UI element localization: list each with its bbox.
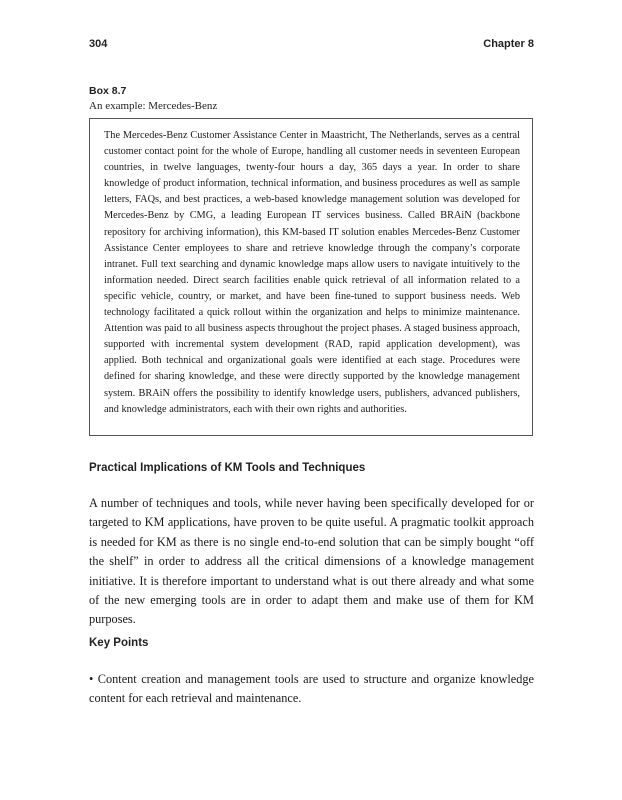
running-header — [89, 38, 534, 54]
key-point-bullet: • Content creation and management tools are used to structure and organize knowledge content for each retrieval and maintenance. — [89, 672, 534, 706]
page-number: 304 — [89, 38, 108, 50]
section-heading-key-points: Key Points — [89, 637, 149, 649]
section-heading-practical: Practical Implications of KM Tools and Techniques — [89, 462, 366, 474]
chapter-title: Chapter 8 — [483, 38, 534, 50]
box-subtitle: An example: Mercedes-Benz — [89, 100, 218, 112]
box-body-text: The Mercedes-Benz Customer Assistance Center in Maastricht, The Netherlands, serves as a central customer contact point for the whole of Europe, handling all customer needs in seventeen European countries, in twelve languages, twenty-four hours a day, 365 days a year. In order to share knowledge of product information, technical information, and business procedures as well as sample letters, FAQs, and best practices, a web-based knowledge management solution was developed for Mercedes-Benz by CMG, a leading European IT services business. Called BRAiN (backbone repository for archiving information), this KM-based IT solution enables Mercedes-Benz Customer Assistance Center employees to share and retrieve knowledge through the company’s corporate intranet. Full text searching and dynamic knowledge maps allow users to navigate intuitively to the information needed. Direct search facilities enable quick retrieval of all information related to a specific vehicle, country, or market, and have been fine-tuned to support business needs. Web technology facilitated a quick rollout within the organization and helps to minimize maintenance. Attention was paid to all business aspects throughout the project phases. A staged business approach, supported with incremental system development (RAD, rapid application development), was applied. Both technical and organizational goals were identified at each stage. Procedures were defined for sharing knowledge, and these were directly supported by the knowledge management system. BRAiN offers the possibility to identify knowledge users, publishers, advanced publishers, and knowledge administrators, each with their own rights and authorities. — [104, 130, 520, 415]
example-box — [89, 118, 533, 436]
section-paragraph-practical: A number of techniques and tools, while never having been specifically developed for or targeted to KM applications, have proven to be quite useful. A pragmatic toolkit approach is needed for KM as there is no single end-to-end solution that can be simply bought “off the shelf” in order to address all the critical dimensions of a knowledge management initiative. It is therefore important to understand what is out there already and what some of the new emerging tools are in order to adapt them and make use of them for KM purposes. — [89, 496, 534, 627]
box-label: Box 8.7 — [89, 85, 127, 97]
